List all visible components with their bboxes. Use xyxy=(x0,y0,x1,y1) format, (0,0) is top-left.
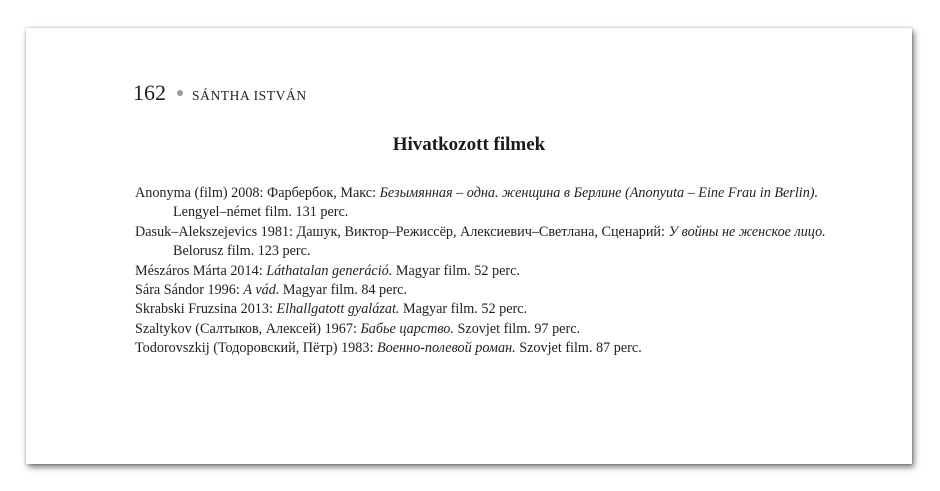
entry-title: Безымянная – одна. женщина в Берлине (Anonyuta – Eine Frau in Berlin). xyxy=(379,185,819,201)
entry-prefix: Mészáros Márta 2014: xyxy=(135,262,267,279)
entry-prefix: Todorovszkij (Тодоровский, Пётр) 1983: xyxy=(135,340,377,357)
entry-prefix: Sára Sándor 1996: xyxy=(135,282,244,299)
list-item xyxy=(135,223,835,262)
entry-title: У войны не женское лицо. xyxy=(668,223,826,240)
entry-prefix: Dasuk–Alekszejevics 1981: Дашук, Виктор–Режиссёр, Алексиевич–Светлана, Сценарий: xyxy=(135,223,669,240)
entry-title: Elhallgatott gyalázat. xyxy=(276,301,400,318)
entry-suffix: Belorusz film. 123 perc. xyxy=(173,243,311,260)
running-head-author: SÁNTHA ISTVÁN xyxy=(192,88,307,103)
list-item xyxy=(135,339,835,358)
entry-suffix: Lengyel–német film. 131 perc. xyxy=(173,204,349,221)
list-item xyxy=(135,184,835,223)
entry-suffix: Magyar film. 84 perc. xyxy=(279,282,408,299)
entry-suffix: Magyar film. 52 perc. xyxy=(399,301,528,318)
entry-title: A vád. xyxy=(243,282,280,299)
entry-title: Военно-полевой роман. xyxy=(376,340,516,357)
film-reference-list xyxy=(135,184,835,359)
entry-suffix: Szovjet film. 87 perc. xyxy=(515,340,642,357)
list-item xyxy=(135,320,835,339)
page-number: 162 xyxy=(133,80,166,105)
entry-prefix: Skrabski Fruzsina 2013: xyxy=(135,301,277,318)
book-page xyxy=(26,28,912,464)
entry-prefix: Anonyma (film) 2008: Фарбербок, Макс: xyxy=(135,185,380,201)
entry-title: Láthatalan generáció. xyxy=(266,262,393,279)
entry-suffix: Magyar film. 52 perc. xyxy=(392,262,520,279)
bullet-separator xyxy=(177,90,183,96)
entry-prefix: Szaltykov (Салтыков, Алексей) 1967: xyxy=(135,320,361,337)
running-head xyxy=(133,80,307,106)
entry-suffix: Szovjet film. 97 perc. xyxy=(453,320,581,337)
entry-title: Бабье царство. xyxy=(360,320,454,337)
list-item xyxy=(135,281,835,300)
list-item xyxy=(135,262,835,281)
section-title: Hivatkozott filmek xyxy=(392,134,546,155)
list-item xyxy=(135,300,835,319)
